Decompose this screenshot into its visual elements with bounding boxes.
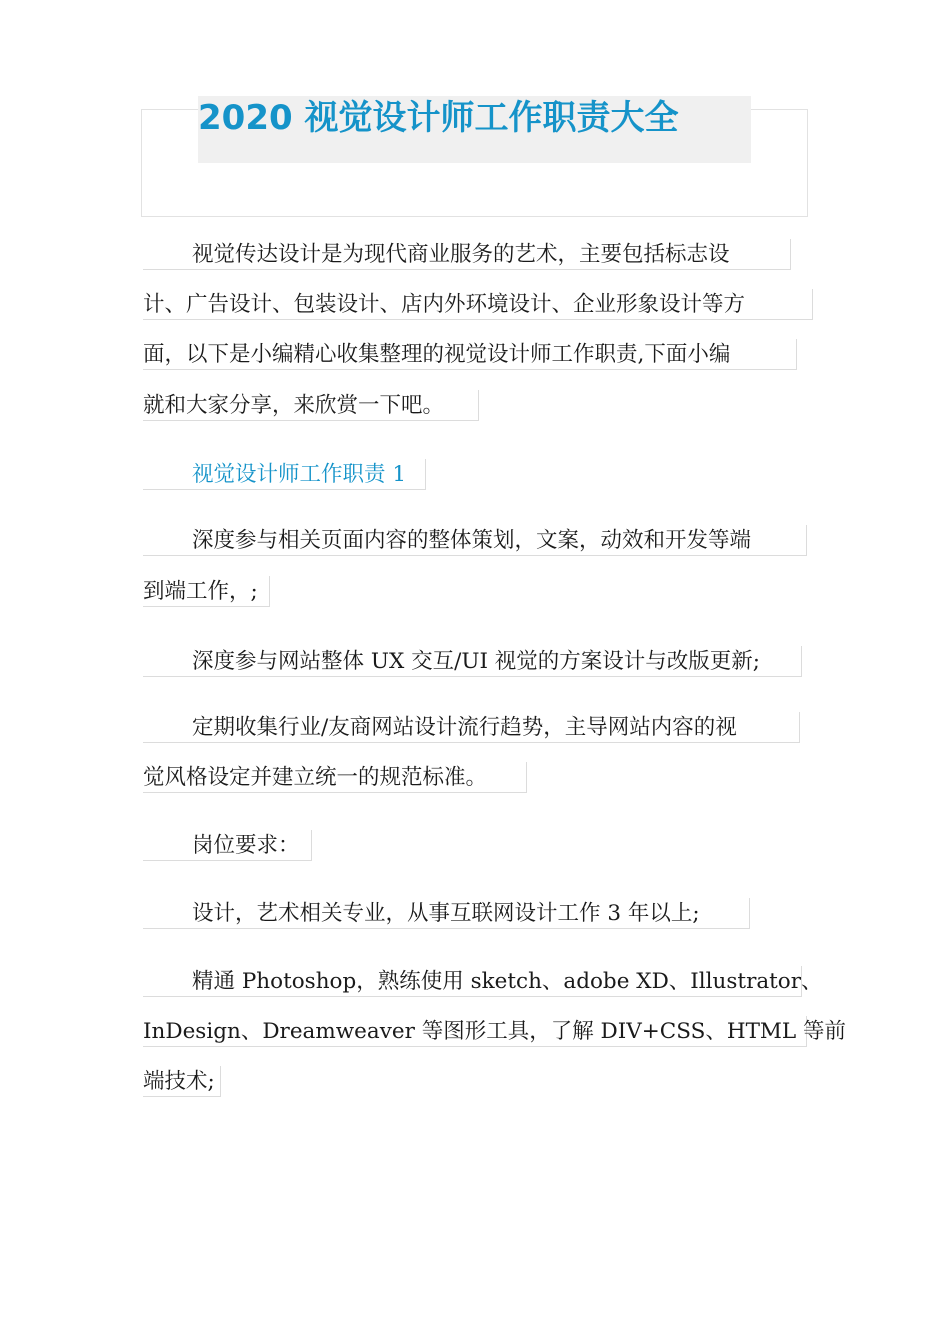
intro-line-3: 面，以下是小编精心收集整理的视觉设计师工作职责,下面小编 — [143, 339, 797, 370]
document-title: 2020 视觉设计师工作职责大全 — [198, 98, 679, 138]
intro-line-2: 计、广告设计、包装设计、店内外环境设计、企业形象设计等方 — [143, 289, 813, 320]
requirements-label: 岗位要求： — [143, 830, 312, 861]
duty-1-line-2: 到端工作，; — [143, 576, 270, 607]
req-2-line-1: 精通 Photoshop，熟练使用 sketch、adobe XD、Illustrator、 — [143, 966, 802, 997]
req-2-line-2: InDesign、Dreamweaver 等图形工具，了解 DIV+CSS、HTML 等前 — [143, 1016, 807, 1047]
intro-line-4: 就和大家分享，来欣赏一下吧。 — [143, 390, 479, 421]
req-2-line-3: 端技术; — [143, 1066, 221, 1097]
duty-1-line-1: 深度参与相关页面内容的整体策划，文案，动效和开发等端 — [143, 525, 807, 556]
duty-3-line-2: 觉风格设定并建立统一的规范标准。 — [143, 762, 527, 793]
req-1-line: 设计，艺术相关专业，从事互联网设计工作 3 年以上; — [143, 898, 750, 929]
section-heading: 视觉设计师工作职责 1 — [143, 459, 426, 490]
duty-2-line: 深度参与网站整体 UX 交互/UI 视觉的方案设计与改版更新; — [143, 646, 802, 677]
intro-line-1: 视觉传达设计是为现代商业服务的艺术，主要包括标志设 — [143, 239, 791, 270]
duty-3-line-1: 定期收集行业/友商网站设计流行趋势，主导网站内容的视 — [143, 712, 800, 743]
